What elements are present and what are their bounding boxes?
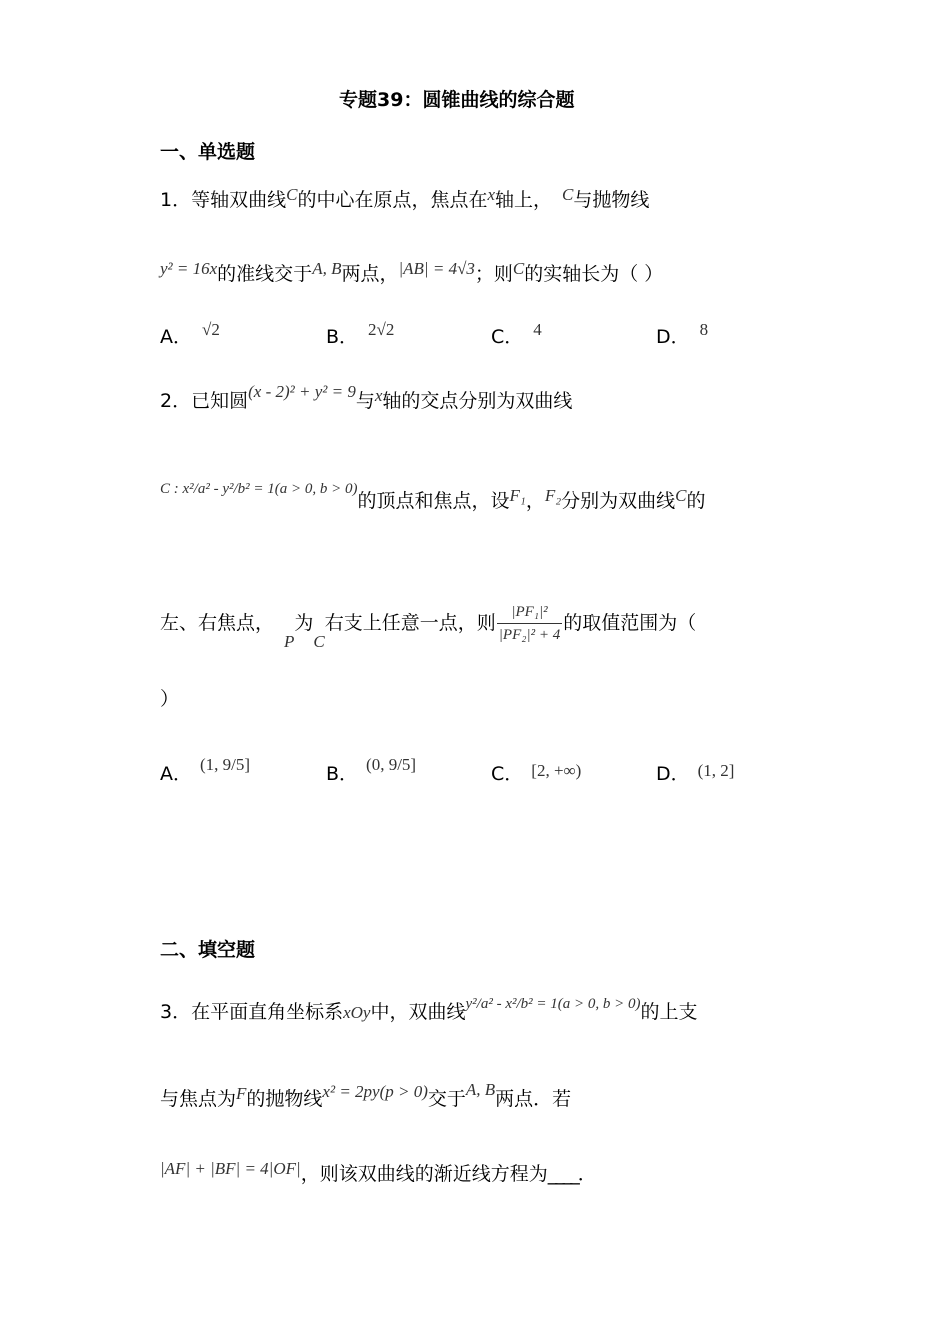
text: 等轴双曲线 xyxy=(191,189,287,211)
answer-blank[interactable]: ____ xyxy=(547,1163,578,1185)
text: 的准线交于 xyxy=(217,263,313,285)
q2-option-c[interactable] xyxy=(491,762,581,787)
math-hyperbola: C : x²/a² - y²/b² = 1(a > 0, b > 0) xyxy=(160,481,358,497)
option-label: A． xyxy=(160,326,192,348)
math-C: C xyxy=(313,632,325,651)
option-label: C． xyxy=(491,763,524,785)
fraction-denominator: |PF₂|² + 4 xyxy=(498,627,561,643)
text: 左、右焦点， xyxy=(160,612,275,634)
option-label: A． xyxy=(160,763,192,785)
text: 的抛物线 xyxy=(246,1088,323,1110)
math-fraction xyxy=(497,601,562,646)
option-value: √2 xyxy=(202,320,220,339)
question-3-line-3 xyxy=(160,1159,597,1187)
option-value: [2, +∞) xyxy=(531,761,582,780)
text: 的顶点和焦点，设 xyxy=(357,490,510,512)
q1-option-b[interactable] xyxy=(326,320,395,350)
text: 分别为双曲线 xyxy=(561,490,676,512)
option-value: 8 xyxy=(699,320,709,339)
option-label: B． xyxy=(326,763,359,785)
text: 的取值范围为（ xyxy=(563,612,697,634)
section-heading-fill-in: 二、填空题 xyxy=(160,939,256,961)
math-C: C xyxy=(675,486,687,505)
question-2-line-1 xyxy=(160,382,573,414)
text: 已知圆 xyxy=(191,390,249,412)
option-value: (0, 9/5] xyxy=(366,755,417,774)
question-number: 1． xyxy=(160,189,192,211)
q2-option-a[interactable] xyxy=(160,755,251,787)
math-AB: A, B xyxy=(312,259,342,278)
option-value: (1, 2] xyxy=(697,761,735,780)
option-label: C． xyxy=(491,326,524,348)
text: 与抛物线 xyxy=(573,189,650,211)
math-xOy: xOy xyxy=(343,1003,371,1022)
text: 的实轴长为（ ） xyxy=(524,263,664,285)
text: 与 xyxy=(355,390,375,412)
option-label: D． xyxy=(656,763,690,785)
text: 的 xyxy=(686,490,706,512)
text: ；则 xyxy=(474,263,513,285)
math-C: C xyxy=(562,185,574,204)
question-1-line-2 xyxy=(160,259,664,287)
q1-option-a[interactable] xyxy=(160,320,220,350)
q1-option-d[interactable] xyxy=(656,320,709,350)
text: 在平面直角坐标系 xyxy=(191,1001,344,1023)
text: 轴上， xyxy=(495,189,553,211)
math-C: C xyxy=(512,259,525,278)
text: 两点．若 xyxy=(495,1088,572,1110)
math-F: F xyxy=(236,1084,247,1103)
text: 交于 xyxy=(427,1088,466,1110)
text: ． xyxy=(577,1163,597,1185)
question-2-line-2 xyxy=(160,481,706,515)
text: 轴的交点分别为双曲线 xyxy=(382,390,573,412)
math-x: x xyxy=(374,386,383,405)
q1-option-c[interactable] xyxy=(491,320,542,350)
question-2-line-3 xyxy=(160,601,697,651)
math-AB: A, B xyxy=(465,1080,496,1099)
text: ，则该双曲线的渐近线方程为 xyxy=(300,1163,548,1185)
text: ） xyxy=(160,688,180,710)
option-label: B． xyxy=(326,326,359,348)
question-3-line-2 xyxy=(160,1080,572,1112)
option-value: 2√2 xyxy=(368,320,395,339)
question-number: 2． xyxy=(160,390,192,412)
text: 为 xyxy=(294,612,314,634)
section-heading-single-choice: 一、单选题 xyxy=(160,141,256,163)
text: ， xyxy=(525,490,545,512)
math-AB-length: |AB| = 4√3 xyxy=(398,259,475,278)
math-F2: F₂ xyxy=(544,486,562,505)
text: 与焦点为 xyxy=(160,1088,237,1110)
question-1-line-1 xyxy=(160,185,650,213)
math-F1: F₁ xyxy=(509,486,526,505)
q2-option-d[interactable] xyxy=(656,762,734,787)
option-value: (1, 9/5] xyxy=(200,755,251,774)
text: 的上支 xyxy=(640,1001,698,1023)
math-C: C xyxy=(286,185,298,204)
math-P: P xyxy=(284,632,295,651)
q2-option-b[interactable] xyxy=(326,755,417,787)
question-3-line-1 xyxy=(160,996,698,1026)
fraction-numerator: |PF₁|² xyxy=(497,601,562,624)
text: 两点， xyxy=(341,263,399,285)
math-parabola: y² = 16x xyxy=(160,259,218,278)
text: 右支上任意一点，则 xyxy=(324,612,496,634)
question-2-line-4 xyxy=(160,687,179,711)
text: 的中心在原点，焦点在 xyxy=(297,189,488,211)
option-value: 4 xyxy=(533,320,542,339)
question-number: 3． xyxy=(160,1001,192,1023)
math-hyperbola: y²/a² - x²/b² = 1(a > 0, b > 0) xyxy=(465,996,641,1012)
option-label: D． xyxy=(656,326,690,348)
math-parabola: x² = 2py(p > 0) xyxy=(322,1082,428,1101)
math-x: x xyxy=(487,185,496,204)
page-title: 专题39：圆锥曲线的综合题 xyxy=(339,89,575,111)
text: 中，双曲线 xyxy=(370,1001,466,1023)
math-circle: (x - 2)² + y² = 9 xyxy=(248,382,356,401)
math-condition: |AF| + |BF| = 4|OF| xyxy=(160,1159,301,1178)
